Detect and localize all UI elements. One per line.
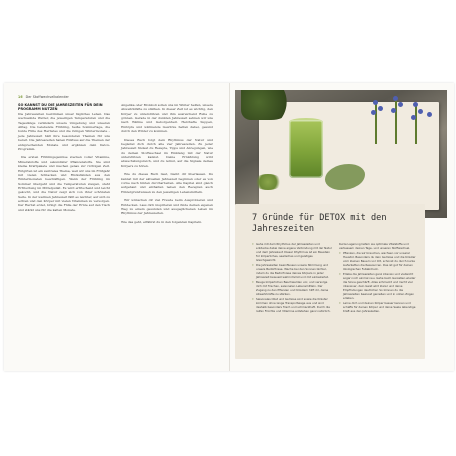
paragraph: Die ersten Frühlingsgemüse stecken voller Vitamine, Mineralstoffe und sekundärer Pflanzenstoffe. Sie sind kleine Kraftpakete und machen genau zur richtigen Zeit. Entgiften ist ein zentrales Thema, weil wir uns im Frühjahr mit vielen Schlacken und Rückständen aus den Wintermonaten beschäftigen. Wenn der Frühling im Sommer übergeht und die Temperaturen steigen, steht Erfrischung im Mittelpunkt. Es wird erfrischend und leicht gekocht, und die Natur zeigt sich von ihrer schönsten Seite. In der warmen Jahreszeit fällt es leichter, auf sich zu achten und den Körper mit vielen Vitaminen zu versorgen. Der Herbst erdet, bringt die Fülle der Ernte auf den Tisch und stärkt uns für die kalten Monate.	[18, 155, 110, 212]
paragraph: Wie das geht, erfährst du in den folgenden Kapiteln.	[121, 220, 203, 225]
info-box	[235, 204, 425, 359]
flower-icon	[413, 102, 418, 107]
flower-icon	[373, 100, 378, 105]
bullet-icon: •	[252, 262, 254, 267]
smoothie-glass	[289, 120, 323, 178]
flower-icon	[427, 112, 432, 117]
flower-icon	[378, 106, 383, 111]
list-item-text: Die Jahreszeiten beeinflussen unsere Stimmung und unsere Bedürfnisse. Wache bei den Sonnen lächler, indem du die Bedürfnisse deines Körpers in jeder Jahreszeit bewusst wahrnimmst und mit einbeziehst.	[256, 262, 329, 279]
list-item-text: Beuge körperlichen Beschwerden vor, und versorge dich mit frischen, saisonalen Lebensmitteln. Der Zugang zu den Pflanzen und Kräutern hilft dir, deine Abwehrkräfte zu stärken.	[256, 279, 329, 296]
right-page	[230, 83, 454, 371]
running-head-title: Der Stoffwechselkalender	[25, 95, 69, 99]
flowers-shape	[365, 94, 439, 154]
flower-icon	[393, 96, 398, 101]
flower-icon	[398, 102, 403, 107]
text-column-2	[121, 103, 213, 224]
paragraph: Wir wünschen dir viel Freude beim Ausprobieren und Entdecken. Lass dich inspirieren und finde deinen eigenen Weg zu einem gesunden und ausgeglichenen Leben im Rhythmus der Jahreszeiten.	[121, 198, 213, 216]
bullet-icon: •	[339, 251, 341, 256]
list-item-text: Pflanzen, die wir brauchen, wachsen vor unserer Haustür. Besonders du dein Gemüse und die Kräuter vom kleinen Bauern vor Ort, schonst du durch kurze Lieferketten die Ressourcen. Das ist gut für deinen ökologischen Fußabdruck.	[343, 251, 416, 271]
flower-icon	[391, 108, 396, 113]
flower-icon	[371, 110, 376, 115]
list-item-text: Kurze Lagerung liefern sie optimale Vitalstoffe und verbessern deinen Tage- und unseren Stoffwechsel.	[339, 242, 411, 250]
bullet-icon: •	[252, 279, 254, 284]
book-spread	[4, 83, 454, 371]
paragraph: Dieses Buch folgt dem Rhythmus der Natur und begleitet dich durch alle vier Jahreszeiten. Zu jeder Jahreszeit findest du Rezepte, Tipps und Anregungen, wie du deinen Stoffwechsel im Einklang mit der Natur unterstützen kannst. Deine Ernährung wird abwechslungsreich, und du lernst, auf die Signale deines Körpers zu hören.	[121, 137, 213, 168]
paragraph: Wie du dieses Buch liest, bleibt dir überlassen. Du kannst mit der aktuellen Jahreszeit beginnen oder es von vorne nach hinten durcharbeiten. Alle Kapitel sind gleich aufgebaut und enthalten neben den Rezepten auch Hintergrundwissen zu den jeweiligen Lebensmitteln.	[121, 172, 213, 194]
text-column-1	[18, 103, 110, 212]
page-number: 16	[18, 95, 23, 99]
list-item	[252, 264, 332, 280]
bullet-column-left	[252, 243, 332, 315]
flower-stem	[395, 100, 397, 144]
paragraph: Die Jahreszeiten bestimmen unser tägliches Leben. Das wechselnde Wetter, die jeweiligen Temperaturen und die Tageslänge verändern unsere Umgebung und unseren Alltag. Die belebende Frühling, heiße Sommertage, die bunte Fülle des Herbstes und die ruhigen Wintermonate – jede Jahreszeit hält ihre besonderen Themen für uns bereit. Die Jahreszeiten haben Einfluss auf die Themen der entsprechenden Monate und ergänzen dein Detox-Programm.	[18, 112, 110, 151]
list-item-text: Erlebe die Jahreszeiten ganz intensiv und vielleicht sogar noch einmal neu. Gehe beim Genießen wieder die Sinne geschärft, Alles schmeckt und riecht viel intensiver, dein Geist wird klarer und deine Empfindungen deutlicher. So können du die Jahreszeiten bewusst genießen und in vollen Zügen erleben.	[343, 272, 416, 300]
herb-shape	[253, 174, 283, 190]
bullet-icon: •	[339, 272, 341, 277]
bullet-icon: •	[339, 300, 341, 305]
flower-stem	[415, 106, 417, 144]
list-item	[252, 298, 332, 314]
list-item	[339, 273, 419, 301]
list-item	[339, 252, 419, 272]
left-page	[4, 83, 229, 371]
bullet-icon: •	[252, 242, 254, 246]
list-item	[252, 243, 332, 263]
paragraph: Angelika oder Brokkoli sollen uns im Winter helfen, unsere Abwehrkräfte zu stärken. In dieser Zeit ist es wichtig, den Körper zu unterstützen und ihm ausreichend Ruhe zu gönnen. Gerade in der dunklen Jahreszeit sehnen wir uns nach Wärme und Geborgenheit. Herzhafte Suppen, Eintöpfe und wärmende Gewürze helfen dabei, gesund durch den Winter zu kommen.	[121, 103, 213, 134]
box-title: 7 Gründe für DETOX mit den Jahreszeiten	[252, 213, 387, 234]
bullet-column-right	[339, 243, 419, 315]
list-item	[339, 302, 419, 314]
list-item	[339, 243, 419, 251]
flower-icon	[418, 109, 423, 114]
list-item-text: Gehe mit dem Rhythmus der Jahreszeiten und entdecke dabei deine eigene Verbindung mit der Natur und dem Jahreslauf. Dieser Rhythmus ist ein Baustein für körperliches, seelisches und geistiges Gleichgewicht.	[256, 242, 332, 262]
list-item-text: Lerne dich und deinen Körper besser kennen und schaffe für deinen Körper und deine Seele lebendige Kraft aus den Jahreszeiten.	[343, 300, 416, 313]
list-item-text: Saisonales Obst und Gemüse sind sowie die Kräuter kommen ohne lange Transportwege aus und sind deshalb besonders frisch und schmackhaft. Durch die reifen Früchte und Vitamine entstehen ganz natürlich.	[256, 296, 331, 313]
bullet-icon: •	[252, 296, 254, 301]
flower-icon	[411, 115, 416, 120]
list-item	[252, 281, 332, 297]
running-head	[18, 95, 69, 99]
section-heading: SO KANNST DU DIE JAHRESZEITEN FÜR DEIN PROGRAMM NUTZEN	[18, 103, 103, 112]
smoothie-photo	[235, 90, 447, 218]
